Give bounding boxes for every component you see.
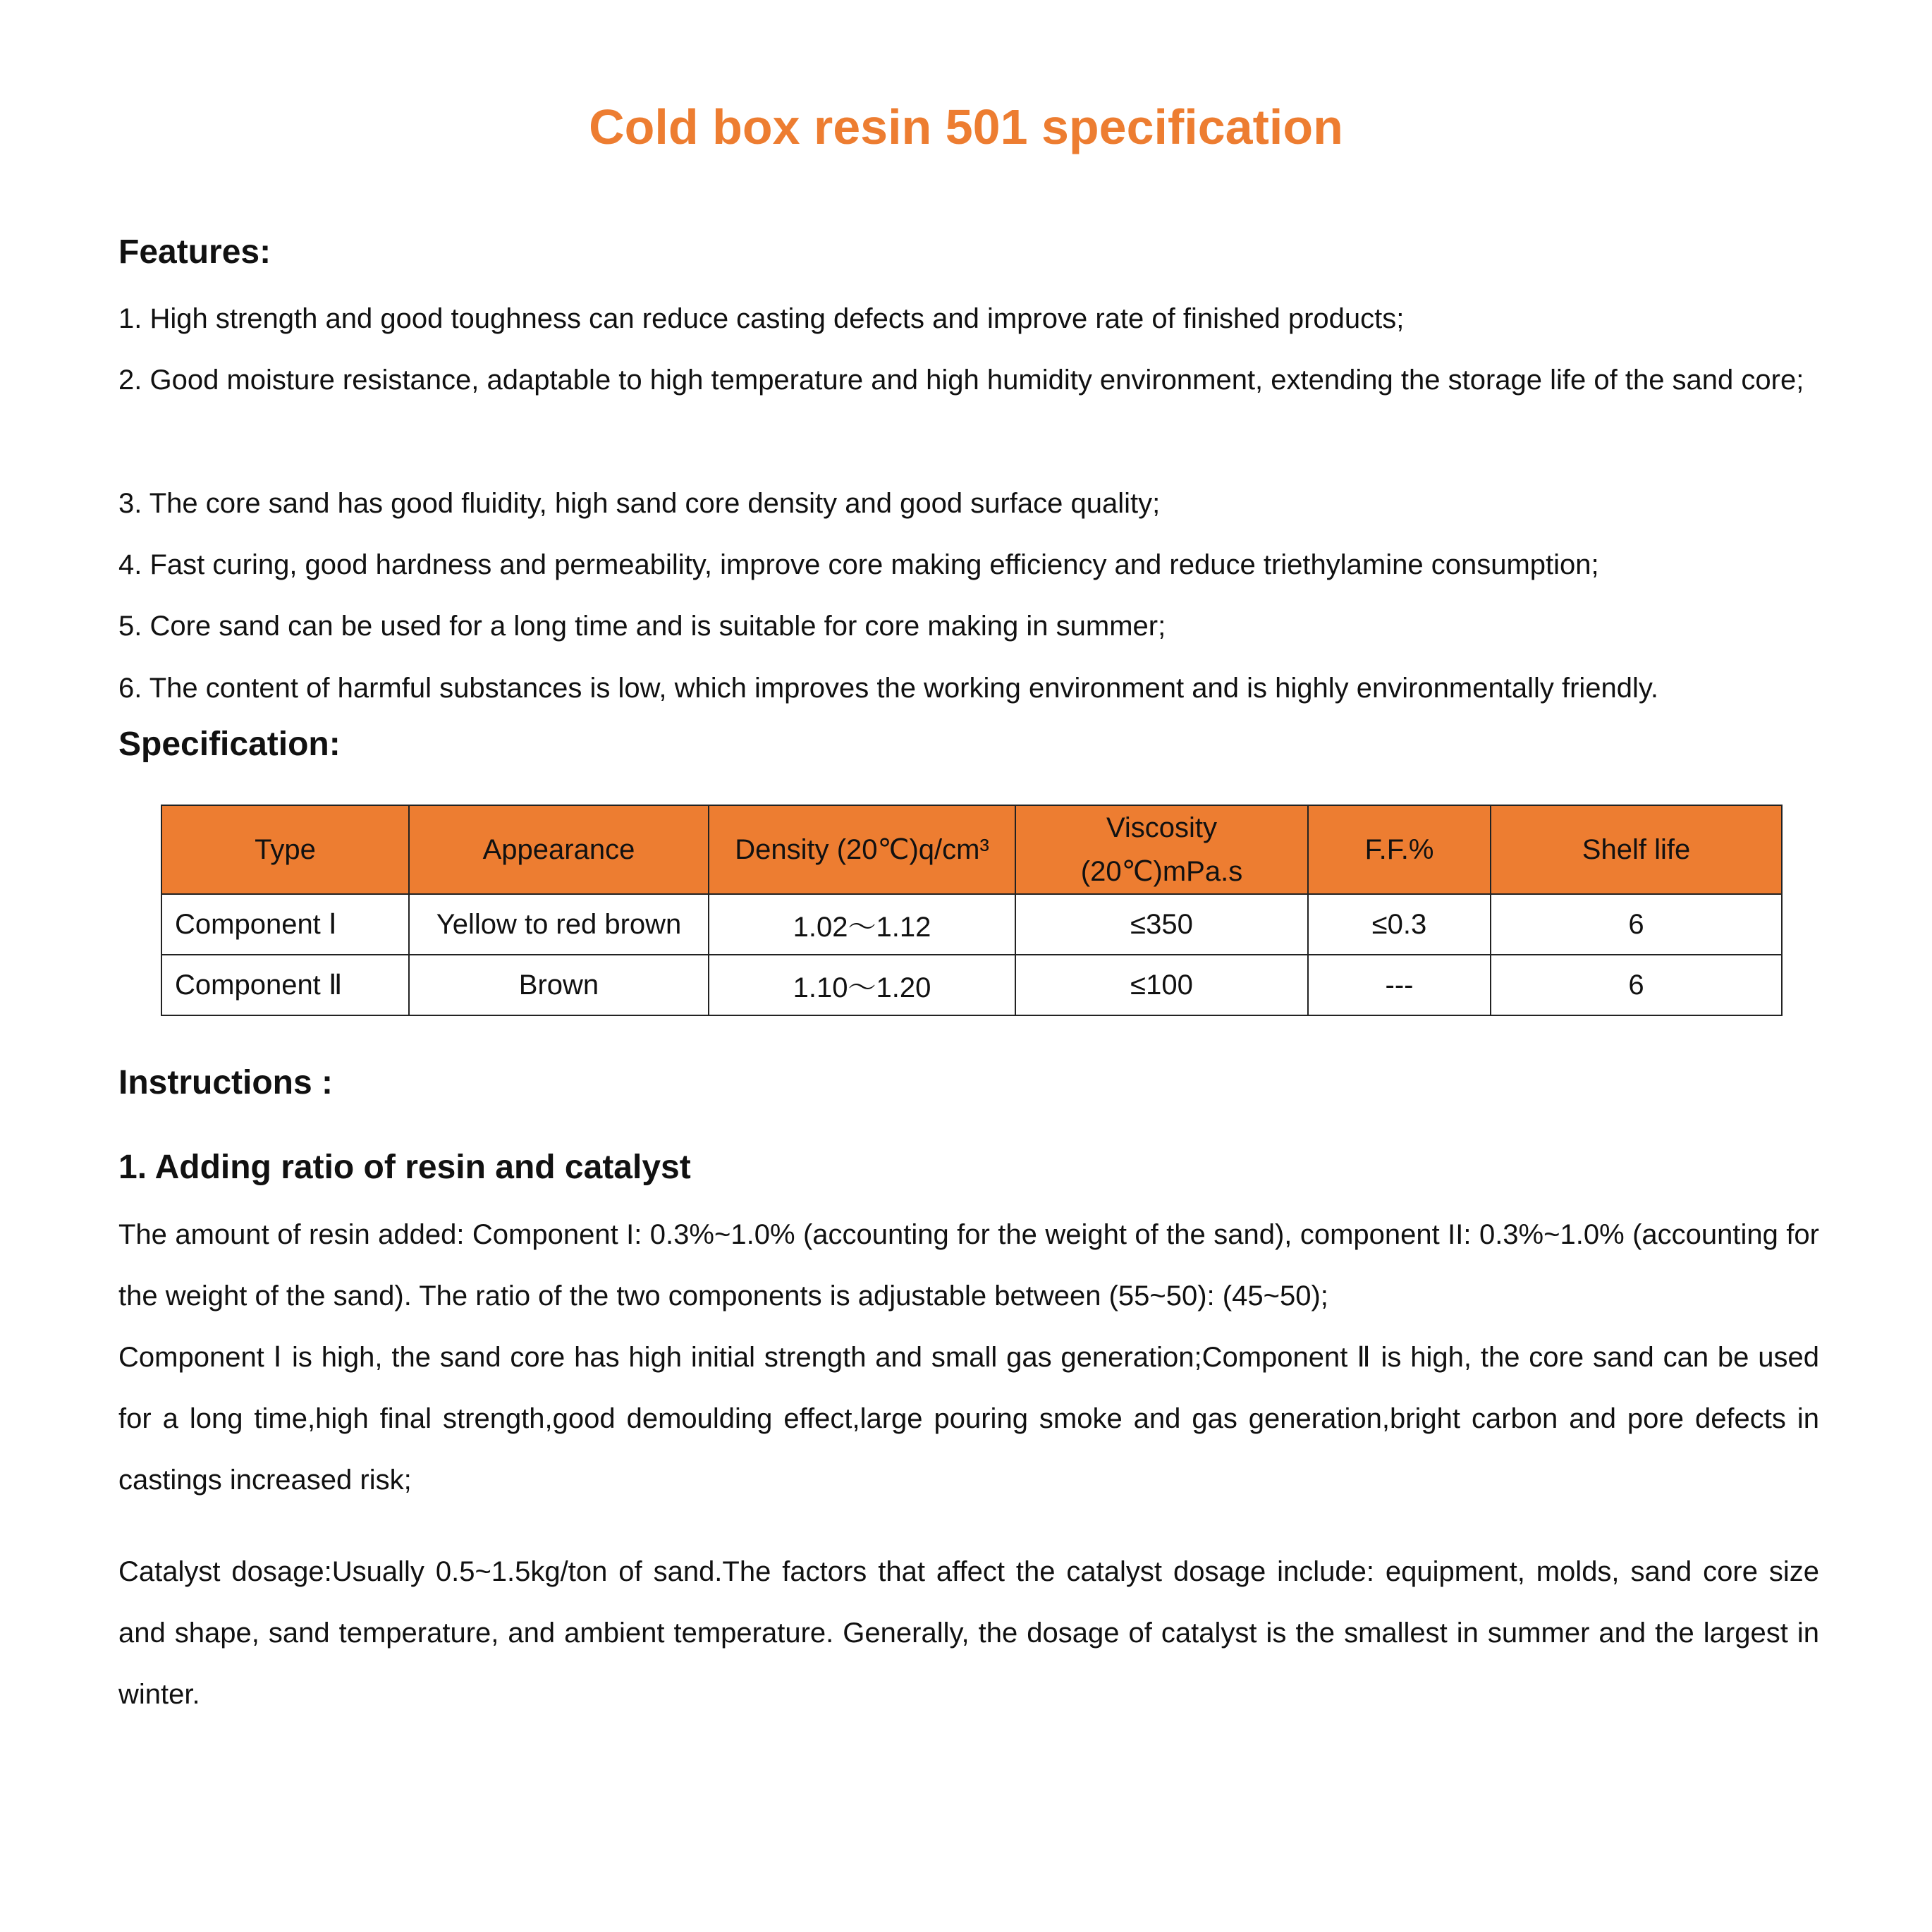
instructions-paragraph-3: Catalyst dosage:Usually 0.5~1.5kg/ton of sand.The factors that affect the catalyst dosage include: equipment, molds, sand core size and shape, sand temperature, and ambient temperature. Generally, the dosage of catalyst is the smallest in summer and the largest in winter. (118, 1556, 1819, 1710)
cell-appearance: Yellow to red brown (409, 894, 709, 955)
instructions-paragraph-2: Component Ⅰ is high, the sand core has high initial strength and small gas generation;Component Ⅱ is high, the core sand can be used for a long time,high final strength,good demoulding effect,large pouring smoke and gas generation,bright carbon and pore defects in castings increased risk; (118, 1342, 1819, 1496)
instructions-heading: Instructions : (118, 1064, 334, 1101)
specification-table (161, 805, 1783, 1016)
instructions-subheading: 1. Adding ratio of resin and catalyst (118, 1149, 691, 1186)
column-header-ff: F.F.% (1308, 805, 1491, 894)
table-header-row (161, 805, 1782, 894)
cell-type: Component Ⅱ (161, 955, 409, 1015)
cell-shelf-life: 6 (1491, 894, 1782, 955)
feature-item-1: 1. High strength and good toughness can reduce casting defects and improve rate of finished products; (118, 303, 1405, 334)
column-header-density: Density (20℃)q/cm³ (709, 805, 1015, 894)
column-header-shelf-life: Shelf life (1491, 805, 1782, 894)
feature-item-2: 2. Good moisture resistance, adaptable to high temperature and high humidity environment, extending the storage life of the sand core; (118, 365, 1804, 396)
column-header-type: Type (161, 805, 409, 894)
page-title: Cold box resin 501 specification (589, 99, 1343, 154)
cell-viscosity: ≤350 (1015, 894, 1308, 955)
table-row (161, 894, 1782, 955)
cell-density: 1.02～1.12 (709, 894, 1015, 955)
cell-shelf-life: 6 (1491, 955, 1782, 1015)
cell-type: Component Ⅰ (161, 894, 409, 955)
cell-appearance: Brown (409, 955, 709, 1015)
table-row (161, 955, 1782, 1015)
feature-item-6: 6. The content of harmful substances is low, which improves the working environment and is highly environmentally friendly. (118, 673, 1659, 704)
cell-ff: --- (1308, 955, 1491, 1015)
feature-item-4: 4. Fast curing, good hardness and permeability, improve core making efficiency and reduce triethylamine consumption; (118, 549, 1599, 580)
cell-ff: ≤0.3 (1308, 894, 1491, 955)
column-header-appearance: Appearance (409, 805, 709, 894)
column-header-viscosity: Viscosity (20℃)mPa.s (1015, 805, 1308, 894)
instructions-paragraph-1: The amount of resin added: Component I: 0.3%~1.0% (accounting for the weight of the sand), component II: 0.3%~1.0% (accounting for the weight of the sand). The ratio of the two components is adjustable between (55~50): (45~50); (118, 1219, 1819, 1312)
cell-viscosity: ≤100 (1015, 955, 1308, 1015)
cell-density: 1.10～1.20 (709, 955, 1015, 1015)
feature-item-3: 3. The core sand has good fluidity, high sand core density and good surface quality; (118, 488, 1161, 519)
feature-item-5: 5. Core sand can be used for a long time and is suitable for core making in summer; (118, 611, 1166, 642)
specification-heading: Specification: (118, 726, 341, 763)
features-heading: Features: (118, 233, 271, 271)
